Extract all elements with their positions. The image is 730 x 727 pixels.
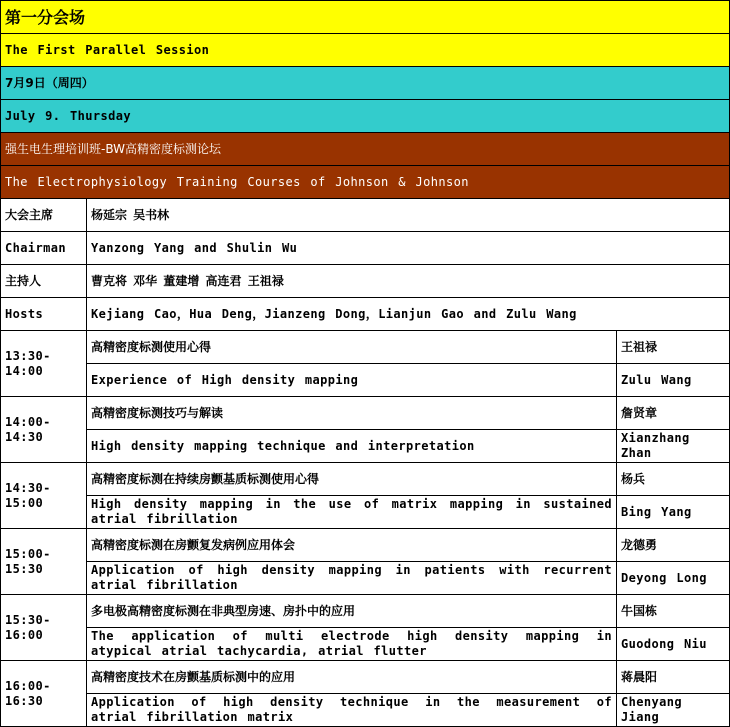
talk-time: [1, 331, 87, 397]
talk-row-zh: [1, 397, 730, 430]
talk-speaker-en-text: Zulu Wang: [621, 372, 692, 387]
talk-topic-en: High density mapping technique and interpretation: [87, 430, 617, 463]
talk-row-zh: [1, 463, 730, 496]
talk-topic-en: High density mapping in the use of matrix mapping in sustained atrial fibrillation: [87, 496, 617, 529]
role-label: Chairman: [1, 232, 87, 265]
role-row-chair-zh: [1, 199, 730, 232]
role-label: 主持人: [1, 265, 87, 298]
talk-time-text: 13:30- 14:00: [5, 348, 51, 378]
course-title-en: The Electrophysiology Training Courses of Johnson & Johnson: [1, 166, 730, 199]
role-label: 大会主席: [1, 199, 87, 232]
role-value: 曹克将 邓华 董建增 高连君 王祖禄: [87, 265, 730, 298]
session-date-zh-row: [1, 67, 730, 100]
talk-speaker-en-text: Xianzhang Zhan: [621, 431, 690, 460]
session-title-en-row: [1, 34, 730, 67]
talk-speaker-en: [617, 562, 730, 595]
session-date-en-row: [1, 100, 730, 133]
talk-time: [1, 661, 87, 727]
session-date-zh: 7月9日（周四）: [1, 67, 730, 100]
session-title-zh-row: [1, 1, 730, 34]
talk-row-en: [1, 562, 730, 595]
course-title-zh-row: [1, 133, 730, 166]
talk-speaker-zh: 詹贤章: [617, 397, 730, 430]
talk-row-en: [1, 430, 730, 463]
talk-speaker-zh: 杨兵: [617, 463, 730, 496]
talk-speaker-zh: 蒋晨阳: [617, 661, 730, 694]
talk-speaker-en: [617, 496, 730, 529]
talk-time: [1, 463, 87, 529]
role-label: Hosts: [1, 298, 87, 331]
talk-row-zh: [1, 661, 730, 694]
talk-speaker-en-text: Deyong Long: [621, 570, 707, 585]
role-row-hosts-zh: [1, 265, 730, 298]
talk-topic-en: Experience of High density mapping: [87, 364, 617, 397]
talk-time: [1, 397, 87, 463]
talk-topic-zh: 高精密度标测在房颤复发病例应用体会: [87, 529, 617, 562]
role-value: Kejiang Cao，Hua Deng，Jianzeng Dong，Lianjun Gao and Zulu Wang: [87, 298, 730, 331]
talk-speaker-zh: 王祖禄: [617, 331, 730, 364]
talk-time: [1, 529, 87, 595]
talk-speaker-en: [617, 364, 730, 397]
talk-speaker-zh: 牛国栋: [617, 595, 730, 628]
talk-topic-zh: 多电极高精密度标测在非典型房速、房扑中的应用: [87, 595, 617, 628]
role-value: 杨延宗 吴书林: [87, 199, 730, 232]
talk-row-zh: [1, 529, 730, 562]
session-title-zh: 第一分会场: [1, 1, 730, 34]
talk-time-text: 16:00- 16:30: [5, 678, 51, 708]
course-title-zh: 强生电生理培训班-BW高精密度标测论坛: [1, 133, 730, 166]
talk-row-en: [1, 628, 730, 661]
talk-row-en: [1, 496, 730, 529]
talk-row-zh: [1, 595, 730, 628]
session-date-en: July 9. Thursday: [1, 100, 730, 133]
talk-time-text: 14:30- 15:00: [5, 480, 51, 510]
talk-row-en: [1, 694, 730, 727]
talk-speaker-en: [617, 430, 730, 463]
talk-speaker-en-text: Bing Yang: [621, 504, 692, 519]
talk-time-text: 14:00- 14:30: [5, 414, 51, 444]
talk-topic-zh: 高精密度技术在房颤基质标测中的应用: [87, 661, 617, 694]
talk-speaker-en: [617, 628, 730, 661]
talk-topic-en: The application of multi electrode high density mapping in atypical atrial tachycardia, atrial flutter: [87, 628, 617, 661]
talk-speaker-en-text: Chenyang Jiang: [621, 695, 682, 724]
role-value: Yanzong Yang and Shulin Wu: [87, 232, 730, 265]
talk-topic-en: Application of high density mapping in patients with recurrent atrial fibrillation: [87, 562, 617, 595]
talk-row-en: [1, 364, 730, 397]
talk-speaker-en: [617, 694, 730, 727]
talk-row-zh: [1, 331, 730, 364]
talk-topic-zh: 高精密度标测使用心得: [87, 331, 617, 364]
talk-speaker-en-text: Guodong Niu: [621, 636, 707, 651]
course-title-en-row: [1, 166, 730, 199]
talk-topic-en: Application of high density technique in the measurement of atrial fibrillation matrix: [87, 694, 617, 727]
talk-time: [1, 595, 87, 661]
role-row-chair-en: [1, 232, 730, 265]
talk-topic-zh: 高精密度标测在持续房颤基质标测使用心得: [87, 463, 617, 496]
talk-time-text: 15:30- 16:00: [5, 612, 51, 642]
talk-topic-zh: 高精密度标测技巧与解读: [87, 397, 617, 430]
talk-time-text: 15:00- 15:30: [5, 546, 51, 576]
role-row-hosts-en: [1, 298, 730, 331]
talk-speaker-zh: 龙德勇: [617, 529, 730, 562]
session-title-en: The First Parallel Session: [1, 34, 730, 67]
